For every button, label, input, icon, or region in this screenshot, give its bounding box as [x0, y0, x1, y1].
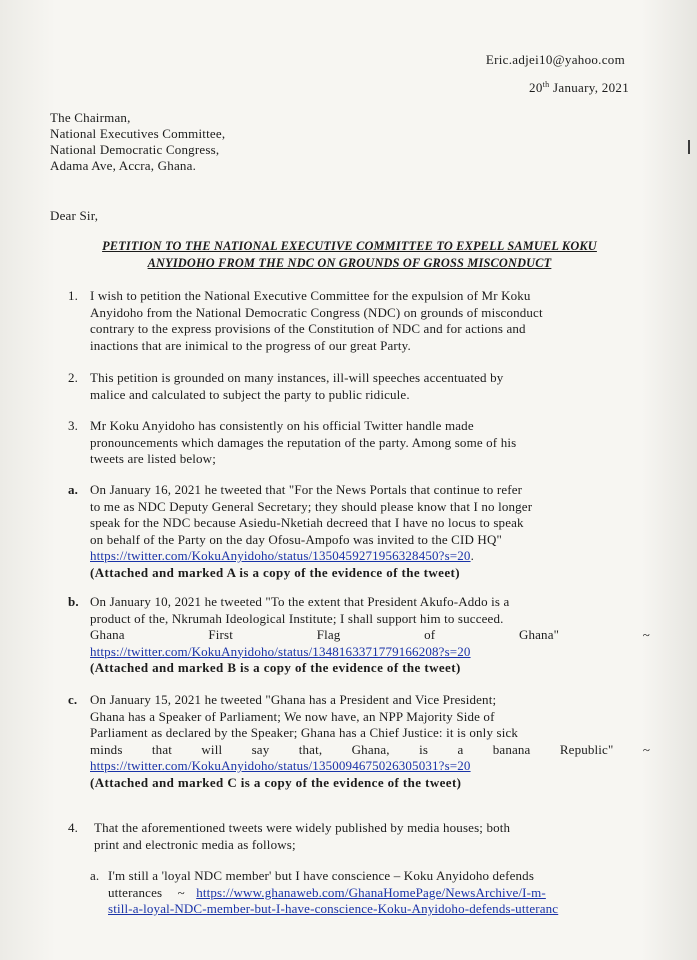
media-link-continued[interactable]: still-a-loyal-NDC-member-but-I-have-conscience-Koku-Anyidoho-defends-utteranc	[108, 901, 559, 916]
media-prefix: utterances	[108, 884, 163, 900]
tweet-link[interactable]: https://twitter.com/KokuAnyidoho/status/1350459271956328450?s=20	[90, 548, 471, 563]
media-link[interactable]: https://www.ghanaweb.com/GhanaHomePage/NewsArchive/I-m-	[196, 884, 546, 900]
title-line: ANYIDOHO FROM THE NDC ON GROUNDS OF GROSS MISCONDUCT	[147, 256, 552, 270]
point-line: pronouncements which damages the reputation of the party. Among some of his	[90, 434, 517, 450]
point-line: Mr Koku Anyidoho has consistently on his official Twitter handle made	[90, 418, 474, 433]
recipient-address	[50, 110, 225, 174]
address-line: Adama Ave, Accra, Ghana.	[50, 158, 197, 173]
title-line: PETITION TO THE NATIONAL EXECUTIVE COMMITTEE TO EXPELL SAMUEL KOKU	[102, 239, 597, 253]
evidence-note: (Attached and marked C is a copy of the evidence of the tweet)	[90, 774, 462, 790]
point-number: 3.	[68, 418, 79, 433]
tweet-line: Parliament as declared by the Speaker; Ghana has a Chief Justice: it is only sick	[90, 725, 519, 740]
petition-title	[52, 238, 647, 272]
tweet-line: Ghana has a Speaker of Parliament; We now have, an NPP Majority Side of	[90, 708, 495, 724]
address-line: National Democratic Congress,	[50, 142, 220, 157]
point-line: This petition is grounded on many instances, ill-will speeches accentuated by	[90, 370, 504, 385]
tweet-spread-line: minds that will say that, Ghana, is a banana Republic" ~	[90, 741, 650, 757]
salutation: Dear Sir,	[50, 208, 99, 223]
tweet-spread-line: Ghana First Flag of Ghana" ~	[90, 627, 650, 642]
point-line: contrary to the express provisions of the Constitution of NDC and for actions and	[90, 321, 526, 336]
tweet-label: c.	[68, 692, 78, 707]
letter-date	[529, 80, 629, 96]
point-number: 1.	[68, 288, 79, 303]
tweet-item-b	[68, 594, 650, 677]
tweet-label: a.	[68, 482, 79, 497]
petition-point-1	[68, 288, 648, 354]
tweet-line: product of the, Nkrumah Ideological Institute; I shall support him to succeed.	[90, 610, 504, 626]
media-line: I'm still a 'loyal NDC member' but I have conscience – Koku Anyidoho defends	[108, 868, 535, 883]
petition-point-4	[68, 820, 648, 853]
point-line: Anyidoho from the National Democratic Congress (NDC) on grounds of misconduct	[90, 304, 543, 320]
evidence-note: (Attached and marked A is a copy of the evidence of the tweet)	[90, 564, 460, 580]
point-line: print and electronic media as follows;	[94, 836, 296, 852]
tweet-line: speak for the NDC because Asiedu-Nketiah decreed that I have no locus to speak	[90, 515, 524, 530]
date-suffix: th	[542, 80, 550, 89]
date-day: 20	[529, 80, 543, 95]
tweet-link[interactable]: https://twitter.com/KokuAnyidoho/status/1348163371779166208?s=20	[90, 643, 471, 659]
point-line: inactions that are inimical to the progress of our great Party.	[90, 337, 411, 353]
tilde-mark: ~	[177, 884, 185, 900]
media-label: a.	[90, 868, 100, 883]
tweet-label: b.	[68, 594, 79, 609]
address-line: National Executives Committee,	[50, 126, 226, 141]
petition-point-3	[68, 418, 648, 468]
tweet-item-c	[68, 692, 650, 791]
point-line: tweets are listed below;	[90, 451, 216, 466]
point-number: 4.	[68, 820, 79, 835]
tweet-line: On January 15, 2021 he tweeted "Ghana has a President and Vice President;	[90, 692, 497, 707]
tweet-item-a	[68, 482, 650, 581]
tweet-line: On January 16, 2021 he tweeted that "For the News Portals that continue to refer	[90, 482, 523, 497]
sender-email: Eric.adjei10@yahoo.com	[485, 52, 625, 67]
tweet-line: On January 10, 2021 he tweeted "To the extent that President Akufo-Addo is a	[90, 594, 510, 609]
media-item-a	[90, 868, 650, 918]
point-line: That the aforementioned tweets were widely published by media houses; both	[94, 820, 511, 835]
evidence-note: (Attached and marked B is a copy of the evidence of the tweet)	[90, 660, 461, 675]
tweet-link[interactable]: https://twitter.com/KokuAnyidoho/status/1350094675026305031?s=20	[90, 758, 471, 773]
point-line: I wish to petition the National Executive Committee for the expulsion of Mr Koku	[90, 288, 531, 303]
tweet-line: on behalf of the Party on the day Ofosu-Ampofo was invited to the CID HQ"	[90, 531, 502, 547]
address-line: The Chairman,	[50, 110, 131, 125]
tweet-line: to me as NDC Deputy General Secretary; they should please know that I no longer	[90, 498, 533, 514]
petition-point-2	[68, 370, 648, 403]
date-rest: January, 2021	[553, 80, 629, 95]
link-suffix: .	[470, 548, 474, 563]
page-edge-mark	[688, 140, 690, 154]
point-line: malice and calculated to subject the party to public ridicule.	[90, 386, 410, 402]
point-number: 2.	[68, 370, 79, 385]
